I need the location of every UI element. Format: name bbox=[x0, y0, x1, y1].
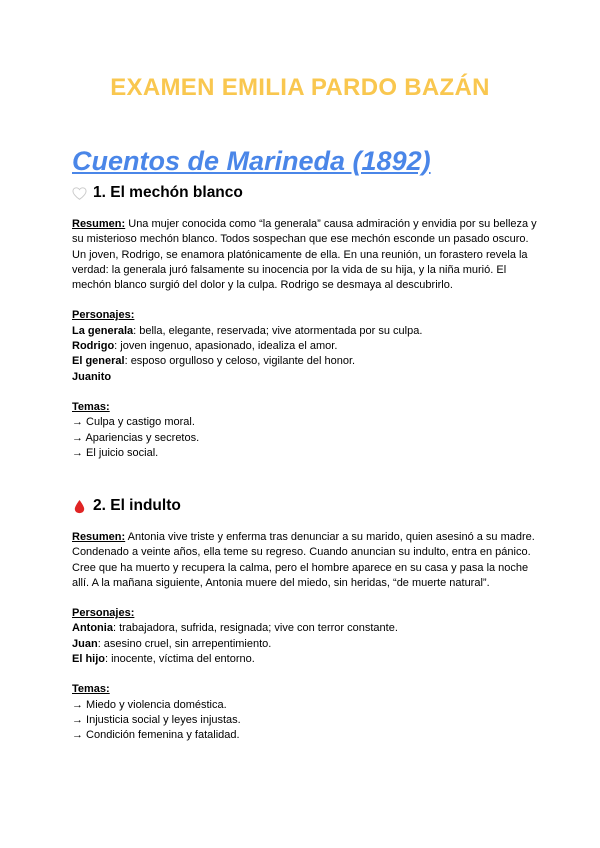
theme-item: → Culpa y castigo moral. bbox=[72, 416, 195, 429]
summary-text: Antonia vive triste y enferma tras denunciar a su marido, quien asesinó a su madre. Condenado a veinte años, ella teme su regreso. Cuando anuncian su indulto, entra en pánico. Cree que ha muerto y recupera la calma, pero el hombre aparece en su casa y pasa la noche allí. A la mañana siguiente, Antonia muere del miedo, sin heridas, “de muerte natural”. bbox=[72, 531, 535, 589]
themes-block bbox=[72, 400, 542, 461]
summary-label: Resumen: bbox=[72, 218, 126, 230]
theme-item: → El juicio social. bbox=[72, 446, 159, 459]
theme-item: → Injusticia social y leyes injustas. bbox=[72, 713, 241, 726]
characters-label: Personajes: bbox=[72, 607, 135, 620]
character-item: Rodrigo: joven ingenuo, apasionado, idealiza el amor. bbox=[72, 340, 338, 353]
character-item: El general: esposo orgulloso y celoso, vigilante del honor. bbox=[72, 355, 356, 368]
story-heading bbox=[72, 497, 542, 515]
story-title: 1. El mechón blanco bbox=[93, 184, 243, 201]
blood-drop-icon bbox=[72, 499, 87, 514]
characters-block bbox=[72, 606, 542, 667]
story-summary bbox=[72, 530, 542, 591]
summary-text: Una mujer conocida como “la generala” causa admiración y envidia por su belleza y su misterioso mechón blanco. Todos sospechan que ese mechón esconde un pasado oscuro. Un joven, Rodrigo, se enamora platónicamente de ella. En una reunión, un forastero revela la verdad: la generala juró falsamente su inocencia por la vida de su hija, y la niña murió. El mechón blanco surgió del dolor y la culpa. Rodrigo se desmaya al descubrirlo. bbox=[72, 218, 537, 292]
story-title: 2. El indulto bbox=[93, 497, 181, 514]
themes-label: Temas: bbox=[72, 683, 110, 696]
white-heart-icon bbox=[72, 186, 87, 201]
story-section bbox=[72, 497, 542, 744]
summary-label: Resumen: bbox=[72, 531, 126, 543]
book-title: Cuentos de Marineda (1892) bbox=[72, 146, 431, 176]
story-summary bbox=[72, 217, 542, 293]
characters-block bbox=[72, 308, 542, 384]
theme-item: → Condición femenina y fatalidad. bbox=[72, 729, 240, 742]
theme-item: → Miedo y violencia doméstica. bbox=[72, 698, 227, 711]
characters-label: Personajes: bbox=[72, 309, 135, 322]
themes-label: Temas: bbox=[72, 400, 110, 413]
character-item: Antonia: trabajadora, sufrida, resignada; vive con terror constante. bbox=[72, 622, 398, 635]
character-item: Juanito bbox=[72, 370, 112, 383]
document-title: EXAMEN EMILIA PARDO BAZÁN bbox=[110, 74, 490, 101]
character-item: La generala: bella, elegante, reservada; vive atormentada por su culpa. bbox=[72, 324, 423, 337]
themes-block bbox=[72, 682, 542, 743]
character-item: Juan: asesino cruel, sin arrepentimiento. bbox=[72, 637, 272, 650]
theme-item: → Apariencias y secretos. bbox=[72, 431, 200, 444]
character-item: El hijo: inocente, víctima del entorno. bbox=[72, 653, 255, 666]
story-heading bbox=[72, 184, 542, 202]
story-section bbox=[72, 184, 542, 461]
